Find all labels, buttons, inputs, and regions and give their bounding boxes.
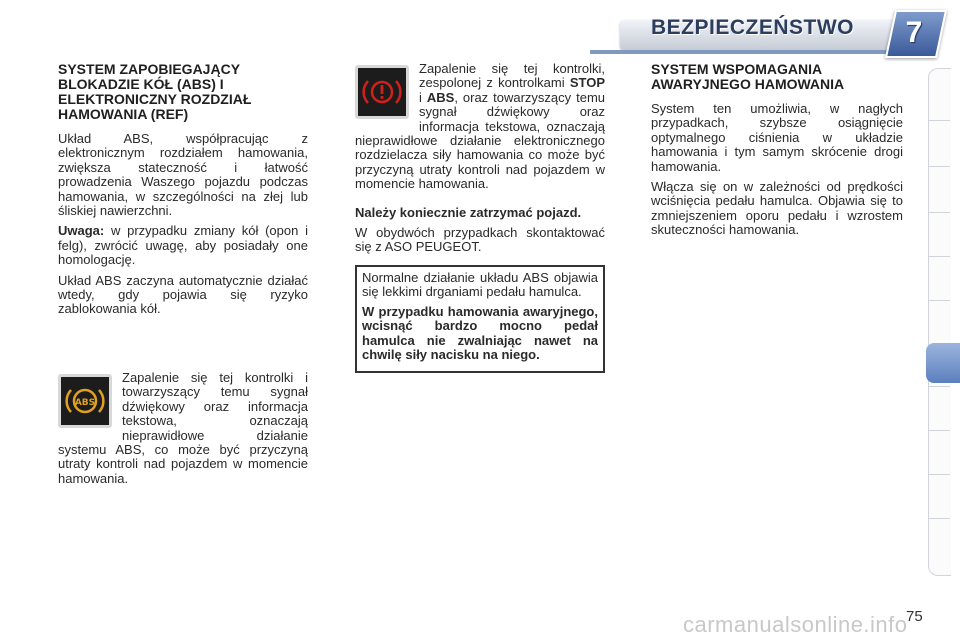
tab-divider [928,120,950,121]
tab-divider [928,430,950,431]
emergency-braking: W przypadku hamowania awaryjnego, wcisnąć bardzo mocno pedał hamulca nie zwalniając nawet na chwilę siły nacisku na niego. [362,303,598,362]
tab-divider [928,474,950,475]
note-label: Uwaga: [58,223,105,239]
column-ref [355,62,605,373]
tab-divider [928,212,950,213]
chapter-tabs-strip [928,68,951,576]
brake-lamp-icon [362,75,402,109]
note-paragraph [58,224,308,267]
abs-normal-operation: Normalne działanie układu ABS objawia się lekkimi drganiami pedału hamulca. [362,269,598,300]
abs-activation: Układ ABS zaczyna automatycznie działać wtedy, gdy pojawia się ryzyko zablokowania kół. [58,272,308,317]
page-number: 75 [906,608,923,625]
ref-text-b: i [419,89,427,105]
heading-abs: SYSTEM ZAPOBIEGAJĄCY BLOKADZIE KÓŁ (ABS) I ELEKTRONICZNY ROZDZIAŁ HAMOWANIA (REF) [58,61,252,122]
brake-warning-icon [355,65,409,119]
section-title: BEZPIECZEŃSTWO [651,16,855,39]
ref-text-c: , oraz towarzyszący temu sygnał dźwiękowy oraz informacja tekstowa, oznaczają nieprawidłowe działanie elektronicznego rozdzielacza siły hamowania co może być przyczyną utraty kontroli nad pojazdem w momencie hamowania. [355,89,606,192]
brake-assist-activation: Włącza się on w zależności od prędkości wciśnięcia pedału hamulca. Objawia się to zmniejszeniem oporu pedału i wzrostem skuteczności hamowania. [651,179,903,238]
abs-label: ABS [426,89,455,105]
abs-info-box [355,265,605,373]
abs-warning-icon [58,374,112,428]
must-stop-text: Należy koniecznie zatrzymać pojazd. [355,204,582,220]
brake-assist-description: System ten umożliwia, w nagłych przypadkach, szybsze osiągnięcie optymalnego ciśnienia w układzie hamowania i tym samym skrócenie drogi hamowania. [651,101,903,174]
abs-description: Układ ABS, współpracując z elektronicznym rozdziałem hamowania, zwiększa stateczność i łatwość prowadzenia Waszego pojazdu podczas hamowania, w szczególności na złej lub śliskiej nawierzchni. [58,131,308,219]
heading-brake-assist: SYSTEM WSPOMAGANIA AWARYJNEGO HAMOWANIA [651,61,845,92]
stop-label: STOP [569,75,605,91]
spacer [58,323,308,371]
header-stripe [590,50,900,54]
tab-divider [928,166,950,167]
note-text: w przypadku zmiany kół (opon i felg), zwrócić uwagę, aby posiadały one homologację. [58,223,308,268]
tab-divider [928,256,950,257]
abs-icon-label: ABS [74,397,96,408]
column-abs [58,62,308,492]
column-brake-assist [651,62,903,244]
tab-divider [928,386,950,387]
active-chapter-tab[interactable] [926,343,960,383]
chapter-number: 7 [905,16,923,49]
watermark: carmanualsonline.info [683,612,908,637]
tab-divider [928,518,950,519]
tab-divider [928,300,950,301]
abs-warning-text: Zapalenie się tej kontrolki i towarzyszący temu sygnał dźwiękowy oraz informacja tekstowa, oznaczają nieprawidłowe działanie systemu ABS, co może być przyczyną utraty kontroli nad pojazdem w momencie hamowania. [58,369,308,486]
abs-lamp-icon [65,384,105,418]
ref-text-a: Zapalenie się tej kontrolki, zespolonej z kontrolkami [419,61,605,91]
contact-text: W obydwóch przypadkach skontaktować się z ASO PEUGEOT. [355,225,605,255]
